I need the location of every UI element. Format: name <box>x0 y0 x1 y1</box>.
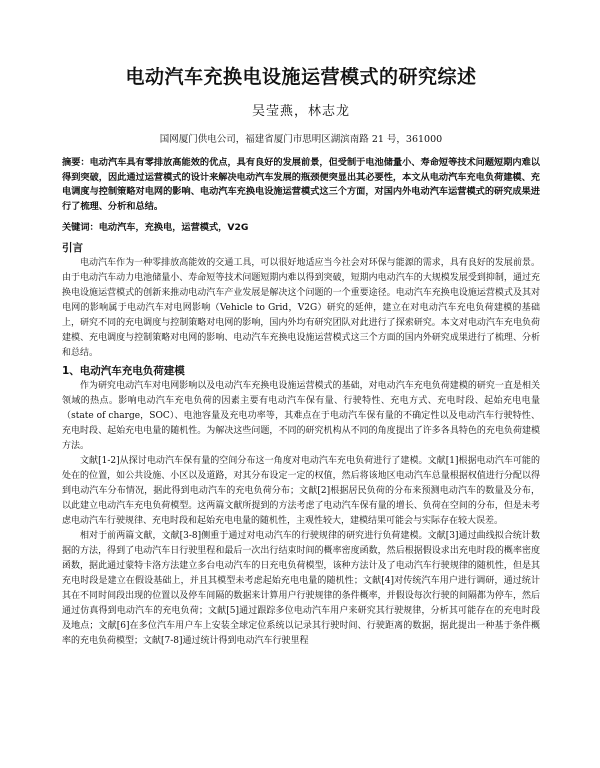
intro-paragraph: 电动汽车作为一种零排放高能效的交通工具，可以很好地适应当今社会对环保与能源的需求，具有良好的发展前景。由于电动汽车动力电池储量小、寿命短等技术问题短期内难以得到突破，短期内电动汽车的大规模发展受到抑制，通过充换电设施运营模式的创新来推动电动汽车产业发展是解决这个问题的一个重要途径。电动汽车充换电设施运营模式及其对电网的影响属于电动汽车对电网影响（Vehicle to Grid，V2G）研究的延伸，建立在对电动汽车充电负荷建模的基础上，研究不同的充电调度与控制策略对电网的影响，国内外均有研究团队对此进行了探索研究。本文对电动汽车充电负荷建模、充电调度与控制策略对电网的影响、电动汽车充换电设施运营模式这三个方面的国内外研究成果进行了梳理、分析和总结。 <box>62 258 540 359</box>
paper-affiliation: 国网厦门供电公司，福建省厦门市思明区湖滨南路 21 号，361000 <box>159 134 443 145</box>
abstract-label: 摘要： <box>62 157 90 168</box>
section1-paragraph: 文献[1-2]从探讨电动汽车保有量的空间分布这一角度对电动汽车充电负荷进行了建模。文献[1]根据电动汽车可能的处在的位置，如公共设施、小区以及道路，对其分布设定一定的权值，然后将该地区电动汽车总量根据权值进行分配以得到电动汽车分布情况，据此得到电动汽车的充电负荷分布；文献[2]根据居民负荷的分布来预测电动汽车的数量及分布，以此建立电动汽车充电负荷模型。这两篇文献所提到的方法考虑了电动汽车保有量的增长、负荷在空间的分布，但是未考虑电动汽车行驶规律、充电时段和起始充电电量的随机性，主观性较大，建模结果可能会与实际存在较大误差。 <box>62 456 540 527</box>
paper-authors: 吴莹燕，林志龙 <box>251 104 350 119</box>
section1-paragraph: 相对于前两篇文献，文献[3-8]侧重于通过对电动汽车的行驶规律的研究进行负荷建模。文献[3]通过曲线拟合统计数据的方法，得到了电动汽车日行驶里程和最后一次出行结束时间的概率密度函数，然后根据假设求出充电时段的概率密度函数，据此通过蒙特卡洛方法建立多台电动汽车的日充电负荷模型，该种方法计及了电动汽车行驶规律的随机性，但是其充电时段是建立在假设基础上，并且其模型未考虑起始充电电量的随机性；文献[4]对传统汽车用户进行调研，通过统计其在不同时间段出现的位置以及停车间隔的数据来计算用户行驶规律的条件概率，并假设每次行驶的间隔都为停车，然后通过仿真得到电动汽车的充电负荷；文献[5]通过跟踪多位电动汽车用户来研究其行驶规律，分析其可能存在的充电时段及地点；文献[6]在多位汽车用户车上安装全球定位系统以记录其行驶时间、行驶距离的数据，据此提出一种基于条件概率的充电负荷模型；文献[7-8]通过统计得到电动汽车行驶里程 <box>62 531 540 647</box>
intro-heading: 引言 <box>62 242 83 255</box>
keywords-text: 电动汽车，充换电，运营模式，V2G <box>98 222 249 234</box>
paper-title: 电动汽车充换电设施运营模式的研究综述 <box>125 66 477 88</box>
keywords-label: 关键词： <box>62 222 99 234</box>
section1-paragraph: 作为研究电动汽车对电网影响以及电动汽车充换电设施运营模式的基础，对电动汽车充电负荷建模的研究一直是相关领域的热点。影响电动汽车充电负荷的因素主要有电动汽车保有量、行驶特性、充电方式、充电时段、起始充电电量（state of charge，SOC）、电池容量及充电功率等，其难点在于电动汽车保有量的不确定性以及电动汽车行驶特性、充电时段、起始充电电量的随机性。为解决这些问题，不同的研究机构从不同的角度提出了许多各具特色的充电负荷建模方法。 <box>62 381 540 452</box>
abstract-block <box>62 156 540 214</box>
abstract-text: 电动汽车具有零排放高能效的优点，具有良好的发展前景，但受制于电池储量小、寿命短等技术问题短期内难以得到突破，因此通过运营模式的设计来解决电动汽车发展的瓶颈便突显出其必要性，本文从电动汽车充电负荷建模、充电调度与控制策略对电网的影响、电动汽车充换电设施运营模式这三个方面，对国内外电动汽车运营模式的研究成果进行了梳理、分析和总结。 <box>62 157 540 212</box>
keywords-block <box>62 220 540 235</box>
section1-heading: 1、电动汽车充电负荷建模 <box>62 365 185 378</box>
paper-page <box>62 56 540 649</box>
